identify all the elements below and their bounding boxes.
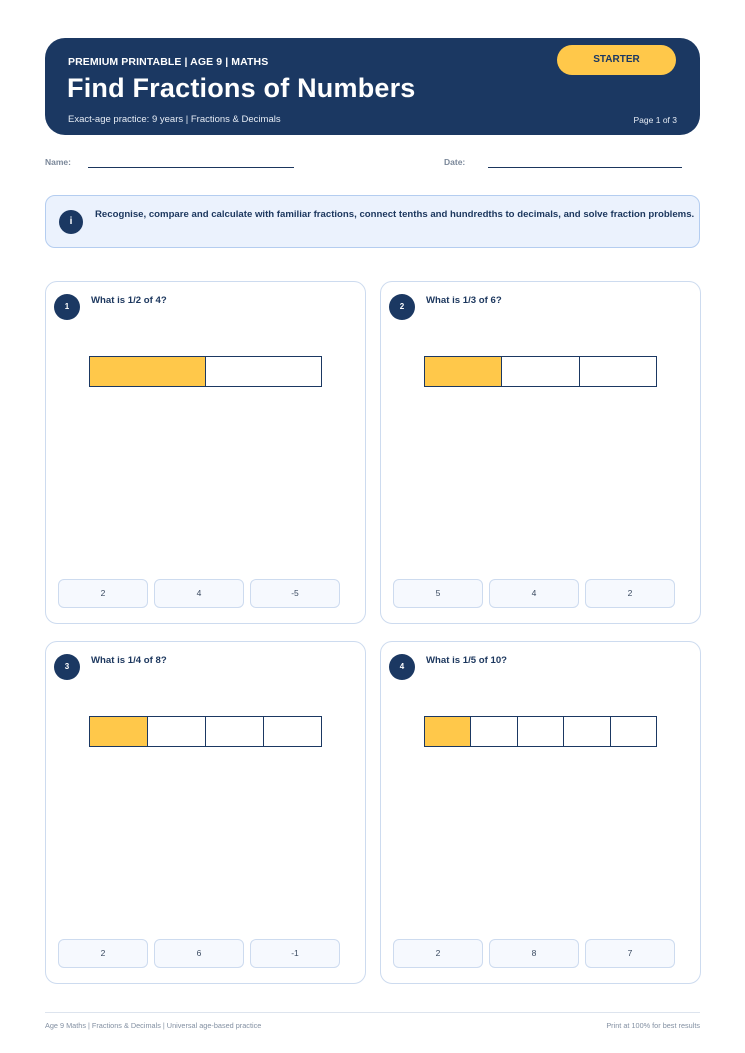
fraction-segment [611, 717, 656, 746]
footer-divider [45, 1012, 700, 1013]
question-text: What is 1/4 of 8? [91, 655, 167, 666]
answer-options [58, 939, 340, 968]
fraction-bar [89, 356, 322, 387]
answer-options [393, 579, 675, 608]
answer-option[interactable]: 2 [393, 939, 483, 968]
answer-option[interactable]: 4 [154, 579, 244, 608]
shaded-segment [90, 717, 148, 746]
answer-option[interactable]: 2 [58, 579, 148, 608]
fraction-segment [502, 357, 579, 386]
answer-option[interactable]: 6 [154, 939, 244, 968]
question-text: What is 1/2 of 4? [91, 295, 167, 306]
question-number: 3 [54, 654, 80, 680]
answer-options [393, 939, 675, 968]
footer-right-text: Print at 100% for best results [606, 1021, 700, 1030]
question-card [380, 281, 701, 624]
shaded-segment [425, 717, 471, 746]
answer-option[interactable]: -5 [250, 579, 340, 608]
info-icon: i [59, 210, 83, 234]
name-label: Name: [45, 157, 71, 167]
header-subtitle: Exact-age practice: 9 years | Fractions & Decimals [68, 114, 281, 125]
question-card [380, 641, 701, 984]
answer-option[interactable]: -1 [250, 939, 340, 968]
shaded-segment [425, 357, 502, 386]
fraction-segment [264, 717, 321, 746]
answer-option[interactable]: 2 [58, 939, 148, 968]
fraction-segment [206, 717, 264, 746]
answer-option[interactable]: 2 [585, 579, 675, 608]
question-text: What is 1/3 of 6? [426, 295, 502, 306]
instructions-banner [45, 195, 700, 248]
answer-option[interactable]: 4 [489, 579, 579, 608]
question-card [45, 641, 366, 984]
answer-option[interactable]: 5 [393, 579, 483, 608]
question-number: 2 [389, 294, 415, 320]
fraction-segment [580, 357, 656, 386]
header-eyebrow: PREMIUM PRINTABLE | AGE 9 | MATHS [68, 56, 269, 68]
fraction-bar [89, 716, 322, 747]
shaded-segment [90, 357, 206, 386]
name-line[interactable] [88, 167, 294, 168]
fraction-segment [471, 717, 517, 746]
question-number: 4 [389, 654, 415, 680]
question-number: 1 [54, 294, 80, 320]
footer-left-text: Age 9 Maths | Fractions & Decimals | Universal age-based practice [45, 1021, 262, 1030]
fraction-bar [424, 716, 657, 747]
level-badge: STARTER [557, 45, 676, 75]
answer-options [58, 579, 340, 608]
fraction-segment [206, 357, 321, 386]
page-title: Find Fractions of Numbers [67, 73, 416, 103]
instructions-text: Recognise, compare and calculate with familiar fractions, connect tenths and hundredths to decimals, and solve fraction problems. [95, 209, 695, 220]
date-line[interactable] [488, 167, 682, 168]
answer-option[interactable]: 7 [585, 939, 675, 968]
date-label: Date: [444, 157, 466, 167]
worksheet-header [45, 38, 700, 135]
fraction-bar [424, 356, 657, 387]
answer-option[interactable]: 8 [489, 939, 579, 968]
question-card [45, 281, 366, 624]
page-indicator: Page 1 of 3 [633, 115, 677, 125]
fraction-segment [564, 717, 610, 746]
question-text: What is 1/5 of 10? [426, 655, 508, 666]
fraction-segment [148, 717, 206, 746]
fraction-segment [518, 717, 564, 746]
